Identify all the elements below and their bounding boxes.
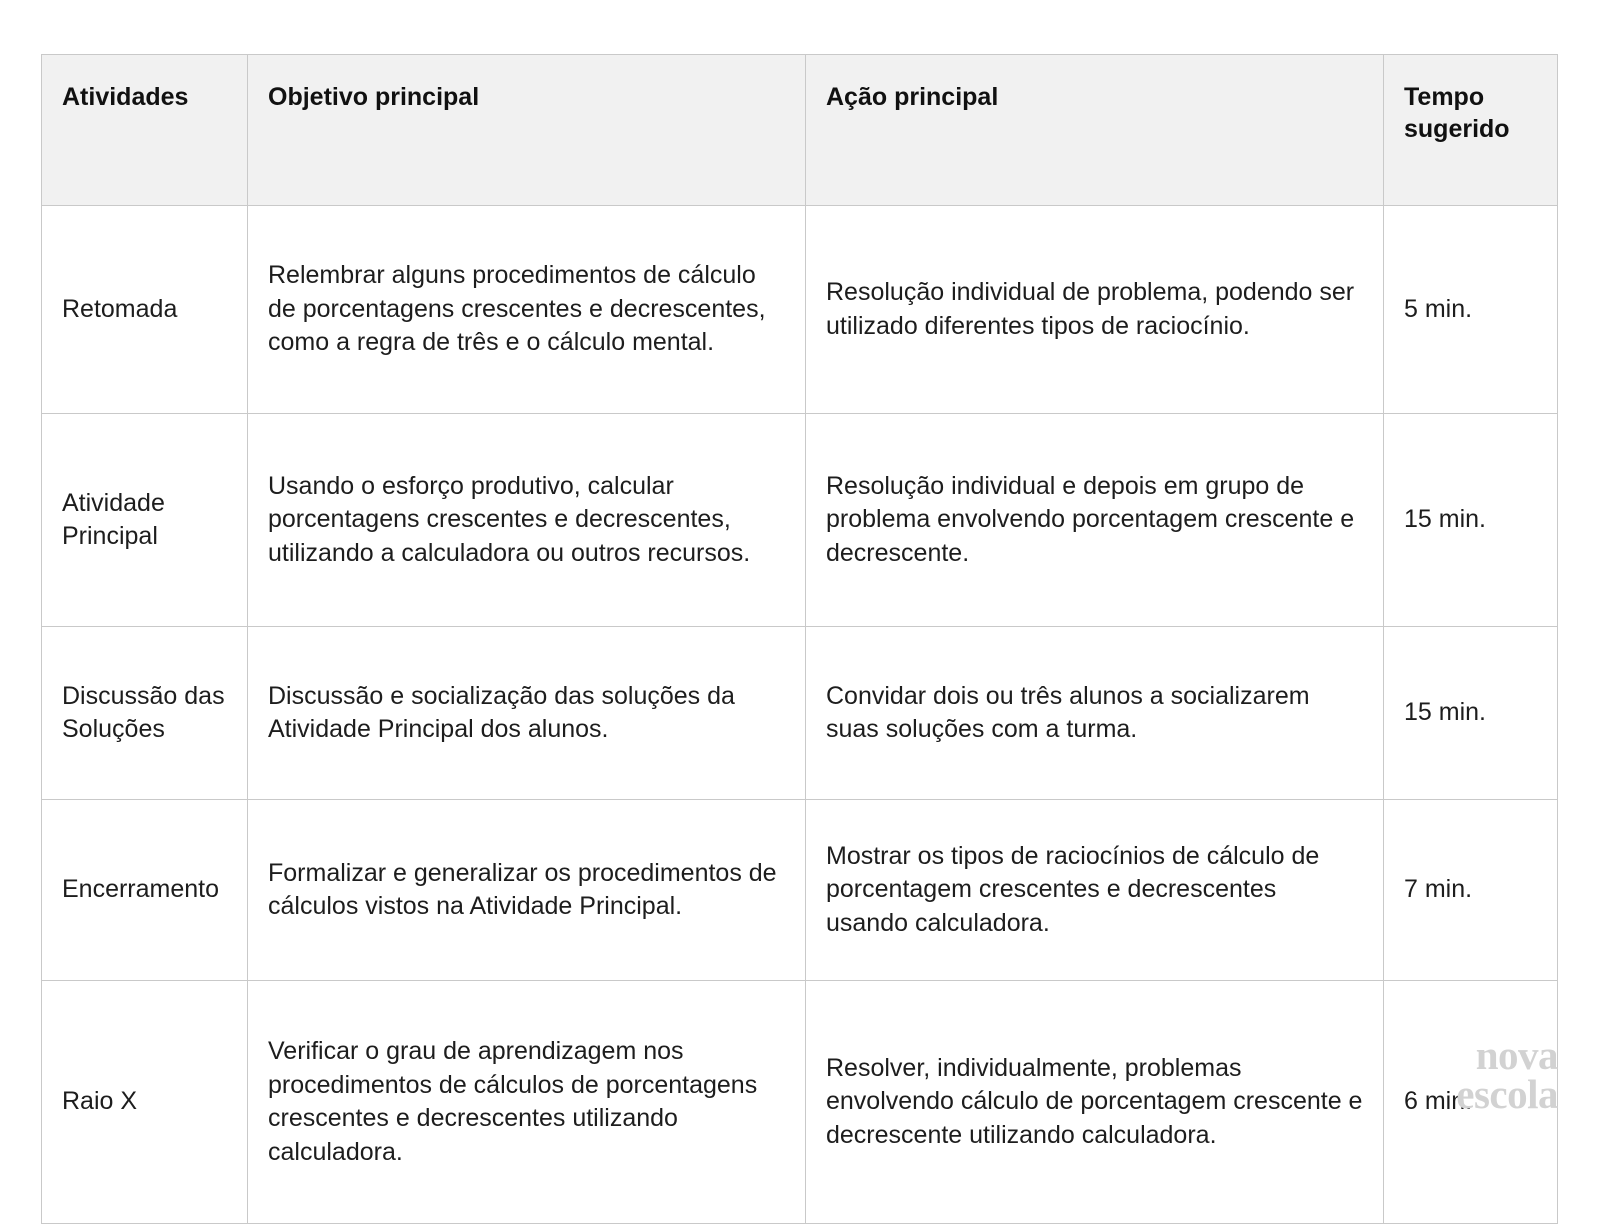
cell-objetivo: Verificar o grau de aprendizagem nos procedimentos de cálculos de porcentagens crescentes e decrescentes utilizando calculadora.: [248, 981, 806, 1224]
table-row: [42, 414, 1558, 627]
cell-tempo: 15 min.: [1384, 627, 1558, 800]
column-header-tempo-sugerido: Tempo sugerido: [1384, 55, 1558, 206]
cell-acao: Resolução individual e depois em grupo de problema envolvendo porcentagem crescente e decrescente.: [806, 414, 1384, 627]
table-row: [42, 627, 1558, 800]
cell-tempo: 15 min.: [1384, 414, 1558, 627]
cell-objetivo: Usando o esforço produtivo, calcular porcentagens crescentes e decrescentes, utilizando a calculadora ou outros recursos.: [248, 414, 806, 627]
cell-acao: Mostrar os tipos de raciocínios de cálculo de porcentagem crescentes e decrescentes usando calculadora.: [806, 800, 1384, 981]
cell-objetivo: Formalizar e generalizar os procedimentos de cálculos vistos na Atividade Principal.: [248, 800, 806, 981]
table-row: [42, 800, 1558, 981]
column-header-atividades: Atividades: [42, 55, 248, 206]
table-row: [42, 206, 1558, 414]
cell-atividade: Discussão das Soluções: [42, 627, 248, 800]
logo-line-escola: escola: [1456, 1070, 1558, 1117]
table-header: [42, 55, 1558, 206]
cell-objetivo: Discussão e socialização das soluções da Atividade Principal dos alunos.: [248, 627, 806, 800]
cell-tempo: 6 min.: [1384, 981, 1558, 1224]
cell-tempo: 5 min.: [1384, 206, 1558, 414]
cell-atividade: Atividade Principal: [42, 414, 248, 627]
cell-objetivo: Relembrar alguns procedimentos de cálculo de porcentagens crescentes e decrescentes, como a regra de três e o cálculo mental.: [248, 206, 806, 414]
table-header-row: [42, 55, 1558, 206]
column-header-objetivo-principal: Objetivo principal: [248, 55, 806, 206]
cell-acao: Resolução individual de problema, podendo ser utilizado diferentes tipos de raciocínio.: [806, 206, 1384, 414]
cell-acao: Resolver, individualmente, problemas envolvendo cálculo de porcentagem crescente e decrescente utilizando calculadora.: [806, 981, 1384, 1224]
column-header-acao-principal: Ação principal: [806, 55, 1384, 206]
cell-tempo: 7 min.: [1384, 800, 1558, 981]
logo-line-nova: nova: [1475, 1032, 1558, 1078]
cell-atividade: Retomada: [42, 206, 248, 414]
cell-acao: Convidar dois ou três alunos a socializarem suas soluções com a turma.: [806, 627, 1384, 800]
cell-atividade: Encerramento: [42, 800, 248, 981]
cell-atividade: Raio X: [42, 981, 248, 1224]
nova-escola-logo: [1328, 1032, 1558, 1117]
